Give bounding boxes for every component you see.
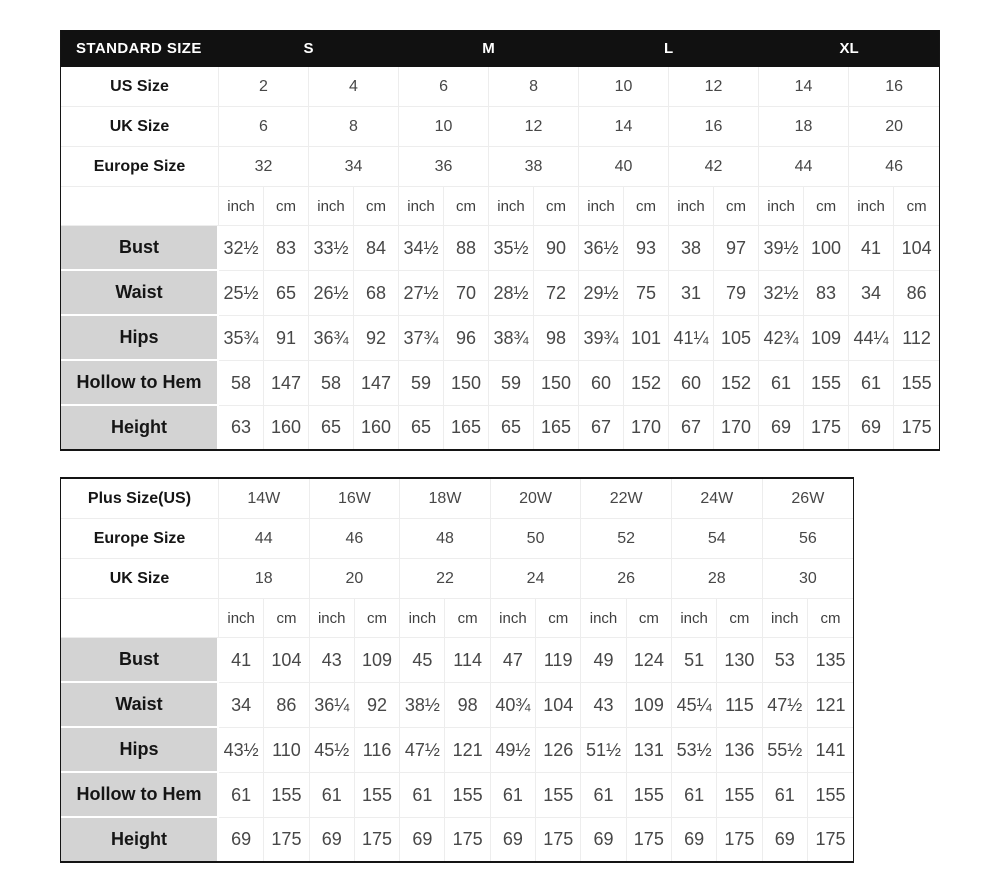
data-cell: 58	[219, 361, 264, 406]
data-cell: 175	[804, 406, 849, 449]
unit-inch-label: inch	[489, 187, 534, 226]
size-cell: 14W	[219, 479, 310, 519]
unit-inch-label: inch	[849, 187, 894, 226]
data-cell: 65	[399, 406, 444, 449]
data-cell: 43½	[219, 728, 264, 773]
measurement-row-label: Height	[61, 818, 219, 861]
size-cell: 36	[399, 147, 489, 187]
size-cell: 42	[669, 147, 759, 187]
unit-cm-label: cm	[804, 187, 849, 226]
data-cell: 38	[669, 226, 714, 271]
data-cell: 59	[489, 361, 534, 406]
data-cell: 124	[627, 638, 672, 683]
data-cell: 150	[534, 361, 579, 406]
size-cell: 46	[310, 519, 401, 559]
size-cell: 2	[219, 67, 309, 107]
data-cell: 155	[894, 361, 939, 406]
data-cell: 152	[714, 361, 759, 406]
size-cell: 26	[581, 559, 672, 599]
data-cell: 49½	[491, 728, 536, 773]
size-cell: 22	[400, 559, 491, 599]
data-cell: 155	[264, 773, 309, 818]
data-cell: 170	[714, 406, 759, 449]
data-cell: 175	[355, 818, 400, 861]
unit-cm-label: cm	[536, 599, 581, 638]
unit-cm-label: cm	[627, 599, 672, 638]
data-cell: 32½	[219, 226, 264, 271]
data-cell: 121	[808, 683, 853, 728]
data-cell: 61	[849, 361, 894, 406]
data-cell: 43	[310, 638, 355, 683]
size-cell: 34	[309, 147, 399, 187]
data-cell: 53½	[672, 728, 717, 773]
size-cell: 46	[849, 147, 939, 187]
data-cell: 175	[901, 417, 932, 437]
data-cell: 29½	[579, 271, 624, 316]
unit-inch-label: inch	[759, 187, 804, 226]
data-cell: 92	[355, 683, 400, 728]
size-cell: 10	[399, 107, 489, 147]
size-cell: 12	[489, 107, 579, 147]
size-cell: 54	[672, 519, 763, 559]
data-cell: 59	[399, 361, 444, 406]
data-cell: 45¼	[672, 683, 717, 728]
size-cell: 44	[219, 519, 310, 559]
unit-cm-label: cm	[894, 187, 939, 226]
data-cell: 91	[264, 316, 309, 361]
data-cell: 109	[627, 683, 672, 728]
data-cell: 83	[264, 226, 309, 271]
data-cell: 101	[624, 316, 669, 361]
measurement-row-label: Hollow to Hem	[61, 361, 219, 406]
size-cell: 38	[489, 147, 579, 187]
data-cell: 109	[355, 638, 400, 683]
unit-inch-label: inch	[399, 187, 444, 226]
data-cell: 135	[808, 638, 853, 683]
table-title: STANDARD SIZE	[61, 30, 219, 67]
data-cell: 83	[804, 271, 849, 316]
measurement-row-label: Bust	[61, 638, 219, 683]
size-cell: 56	[763, 519, 854, 559]
data-cell: 92	[354, 316, 399, 361]
size-cell: 18	[759, 107, 849, 147]
data-cell: 69	[491, 818, 536, 861]
data-cell: 175	[536, 818, 581, 861]
data-cell: 33½	[309, 226, 354, 271]
data-cell: 96	[444, 316, 489, 361]
unit-inch-label: inch	[491, 599, 536, 638]
data-cell: 69	[400, 818, 445, 861]
size-cell: 8	[489, 67, 579, 107]
data-cell: 105	[714, 316, 759, 361]
data-cell: 58	[309, 361, 354, 406]
unit-inch-label: inch	[763, 599, 808, 638]
data-cell: 44¼	[849, 316, 894, 361]
data-cell: 69	[763, 818, 808, 861]
data-cell: 155	[808, 773, 853, 818]
data-cell: 35¾	[219, 316, 264, 361]
data-cell: 86	[264, 683, 309, 728]
data-cell: 175	[717, 818, 762, 861]
unit-cm-label: cm	[264, 599, 309, 638]
data-cell: 43	[581, 683, 626, 728]
data-cell: 155	[536, 773, 581, 818]
row-label: Europe Size	[61, 147, 219, 187]
unit-inch-label: inch	[219, 599, 264, 638]
data-cell: 104	[894, 226, 939, 271]
data-cell: 170	[624, 406, 669, 449]
data-cell: 69	[219, 818, 264, 861]
data-cell: 45	[400, 638, 445, 683]
data-cell: 165	[444, 406, 489, 449]
data-cell: 72	[534, 271, 579, 316]
unit-cm-label: cm	[714, 187, 759, 226]
size-cell: 10	[579, 67, 669, 107]
data-cell: 35½	[489, 226, 534, 271]
data-cell: 86	[894, 271, 939, 316]
row-label: UK Size	[61, 559, 219, 599]
data-cell: 116	[355, 728, 400, 773]
data-cell: 150	[444, 361, 489, 406]
unit-cm-label: cm	[534, 187, 579, 226]
data-cell: 136	[717, 728, 762, 773]
size-group-header: L	[579, 30, 759, 67]
unit-inch-label: inch	[219, 187, 264, 226]
data-cell: 53	[763, 638, 808, 683]
measurement-row-label: Waist	[61, 683, 219, 728]
data-cell: 175	[264, 818, 309, 861]
row-label: Plus Size(US)	[61, 479, 219, 519]
standard-size-table	[60, 30, 940, 451]
data-cell: 61	[672, 773, 717, 818]
size-cell: 52	[581, 519, 672, 559]
unit-row-empty-label	[61, 187, 219, 226]
data-cell: 79	[714, 271, 759, 316]
data-cell: 147	[354, 361, 399, 406]
data-cell: 65	[309, 406, 354, 449]
size-cell: 48	[400, 519, 491, 559]
unit-cm-label: cm	[444, 187, 489, 226]
size-cell: 14	[759, 67, 849, 107]
unit-inch-label: inch	[400, 599, 445, 638]
data-cell: 36¼	[310, 683, 355, 728]
data-cell: 34½	[399, 226, 444, 271]
data-cell: 115	[717, 683, 762, 728]
size-cell: 6	[219, 107, 309, 147]
size-cell: 44	[759, 147, 849, 187]
measurement-row-label: Bust	[61, 226, 219, 271]
data-cell: 98	[534, 316, 579, 361]
unit-inch-label: inch	[310, 599, 355, 638]
data-cell: 104	[264, 638, 309, 683]
data-cell: 160	[264, 406, 309, 449]
data-cell: 61	[310, 773, 355, 818]
unit-cm-label: cm	[264, 187, 309, 226]
data-cell: 45½	[310, 728, 355, 773]
data-cell: 36¾	[309, 316, 354, 361]
data-cell: 155	[445, 773, 490, 818]
data-cell: 34	[219, 683, 264, 728]
data-cell: 42¾	[759, 316, 804, 361]
unit-cm-label: cm	[445, 599, 490, 638]
size-cell: 16W	[310, 479, 401, 519]
data-cell: 26½	[309, 271, 354, 316]
data-cell: 60	[579, 361, 624, 406]
data-cell: 39¾	[579, 316, 624, 361]
size-cell: 50	[491, 519, 582, 559]
measurement-row-label: Hips	[61, 316, 219, 361]
data-cell: 69	[672, 818, 717, 861]
size-cell: 18W	[400, 479, 491, 519]
size-cell: 6	[399, 67, 489, 107]
data-cell: 155	[627, 773, 672, 818]
plus-size-table	[60, 477, 854, 863]
data-cell: 51½	[581, 728, 626, 773]
size-cell: 4	[309, 67, 399, 107]
data-cell: 165	[534, 406, 579, 449]
data-cell: 60	[669, 361, 714, 406]
unit-cm-label: cm	[355, 599, 400, 638]
size-cell: 30	[763, 559, 854, 599]
data-cell: 55½	[763, 728, 808, 773]
size-cell: 18	[219, 559, 310, 599]
measurement-row-label: Waist	[61, 271, 219, 316]
size-cell: 20	[310, 559, 401, 599]
data-cell: 69	[310, 818, 355, 861]
data-cell: 97	[714, 226, 759, 271]
data-cell: 65	[264, 271, 309, 316]
data-cell: 155	[717, 773, 762, 818]
size-cell: 22W	[581, 479, 672, 519]
data-cell: 61	[491, 773, 536, 818]
data-cell: 109	[804, 316, 849, 361]
data-cell: 69	[849, 406, 894, 449]
size-cell: 16	[849, 67, 939, 107]
data-cell: 63	[219, 406, 264, 449]
size-cell: 8	[309, 107, 399, 147]
size-group-header: XL	[759, 30, 939, 67]
size-group-header: M	[399, 30, 579, 67]
data-cell: 152	[624, 361, 669, 406]
data-cell: 69	[759, 406, 804, 449]
unit-cm-label: cm	[354, 187, 399, 226]
data-cell: 160	[354, 406, 399, 449]
measurement-row-label: Height	[61, 406, 219, 449]
unit-cm-label: cm	[624, 187, 669, 226]
data-cell: 36½	[579, 226, 624, 271]
data-cell: 126	[536, 728, 581, 773]
data-cell: 47½	[400, 728, 445, 773]
unit-inch-label: inch	[672, 599, 717, 638]
data-cell: 61	[400, 773, 445, 818]
data-cell: 84	[354, 226, 399, 271]
data-cell: 41	[219, 638, 264, 683]
size-cell: 28	[672, 559, 763, 599]
data-cell: 61	[759, 361, 804, 406]
data-cell: 70	[444, 271, 489, 316]
unit-inch-label: inch	[309, 187, 354, 226]
data-cell: 131	[627, 728, 672, 773]
data-cell: 93	[624, 226, 669, 271]
data-cell: 28½	[489, 271, 534, 316]
size-cell: 12	[669, 67, 759, 107]
data-cell: 141	[808, 728, 853, 773]
data-cell: 49	[581, 638, 626, 683]
data-cell: 65	[489, 406, 534, 449]
data-cell: 37¾	[399, 316, 444, 361]
data-cell: 47½	[763, 683, 808, 728]
data-cell: 41¼	[669, 316, 714, 361]
size-cell: 24W	[672, 479, 763, 519]
unit-inch-label: inch	[581, 599, 626, 638]
size-group-header: S	[219, 30, 399, 67]
data-cell: 110	[264, 728, 309, 773]
data-cell: 112	[894, 316, 939, 361]
data-cell: 67	[579, 406, 624, 449]
size-cell: 20W	[491, 479, 582, 519]
data-cell: 27½	[399, 271, 444, 316]
data-cell: 32½	[759, 271, 804, 316]
unit-cm-label: cm	[717, 599, 762, 638]
size-cell: 24	[491, 559, 582, 599]
data-cell: 119	[536, 638, 581, 683]
data-cell: 155	[804, 361, 849, 406]
data-cell: 100	[804, 226, 849, 271]
measurement-row-label: Hips	[61, 728, 219, 773]
size-cell: 40	[579, 147, 669, 187]
data-cell: 47	[491, 638, 536, 683]
data-cell: 67	[669, 406, 714, 449]
data-cell: 61	[763, 773, 808, 818]
size-cell: 20	[849, 107, 939, 147]
unit-inch-label: inch	[669, 187, 714, 226]
data-cell: 147	[264, 361, 309, 406]
data-cell: 38¾	[489, 316, 534, 361]
data-cell: 61	[581, 773, 626, 818]
row-label: UK Size	[61, 107, 219, 147]
data-cell: 175	[815, 829, 846, 849]
data-cell: 130	[717, 638, 762, 683]
size-cell: 16	[669, 107, 759, 147]
data-cell: 98	[445, 683, 490, 728]
data-cell: 40¾	[491, 683, 536, 728]
data-cell: 39½	[759, 226, 804, 271]
data-cell: 69	[581, 818, 626, 861]
size-cell: 14	[579, 107, 669, 147]
unit-cm-label: cm	[808, 599, 853, 638]
data-cell: 121	[445, 728, 490, 773]
data-cell: 34	[849, 271, 894, 316]
size-cell: 32	[219, 147, 309, 187]
data-cell: 61	[219, 773, 264, 818]
data-cell: 75	[624, 271, 669, 316]
size-cell: 26W	[763, 479, 854, 519]
data-cell: 90	[534, 226, 579, 271]
measurement-row-label: Hollow to Hem	[61, 773, 219, 818]
data-cell: 51	[672, 638, 717, 683]
data-cell: 41	[849, 226, 894, 271]
data-cell: 68	[354, 271, 399, 316]
unit-row-empty-label	[61, 599, 219, 638]
row-label: US Size	[61, 67, 219, 107]
data-cell: 25½	[219, 271, 264, 316]
data-cell: 114	[445, 638, 490, 683]
data-cell: 38½	[400, 683, 445, 728]
data-cell: 155	[355, 773, 400, 818]
unit-inch-label: inch	[579, 187, 624, 226]
data-cell: 175	[445, 818, 490, 861]
data-cell: 104	[536, 683, 581, 728]
row-label: Europe Size	[61, 519, 219, 559]
data-cell: 175	[627, 818, 672, 861]
data-cell: 88	[444, 226, 489, 271]
data-cell: 31	[669, 271, 714, 316]
